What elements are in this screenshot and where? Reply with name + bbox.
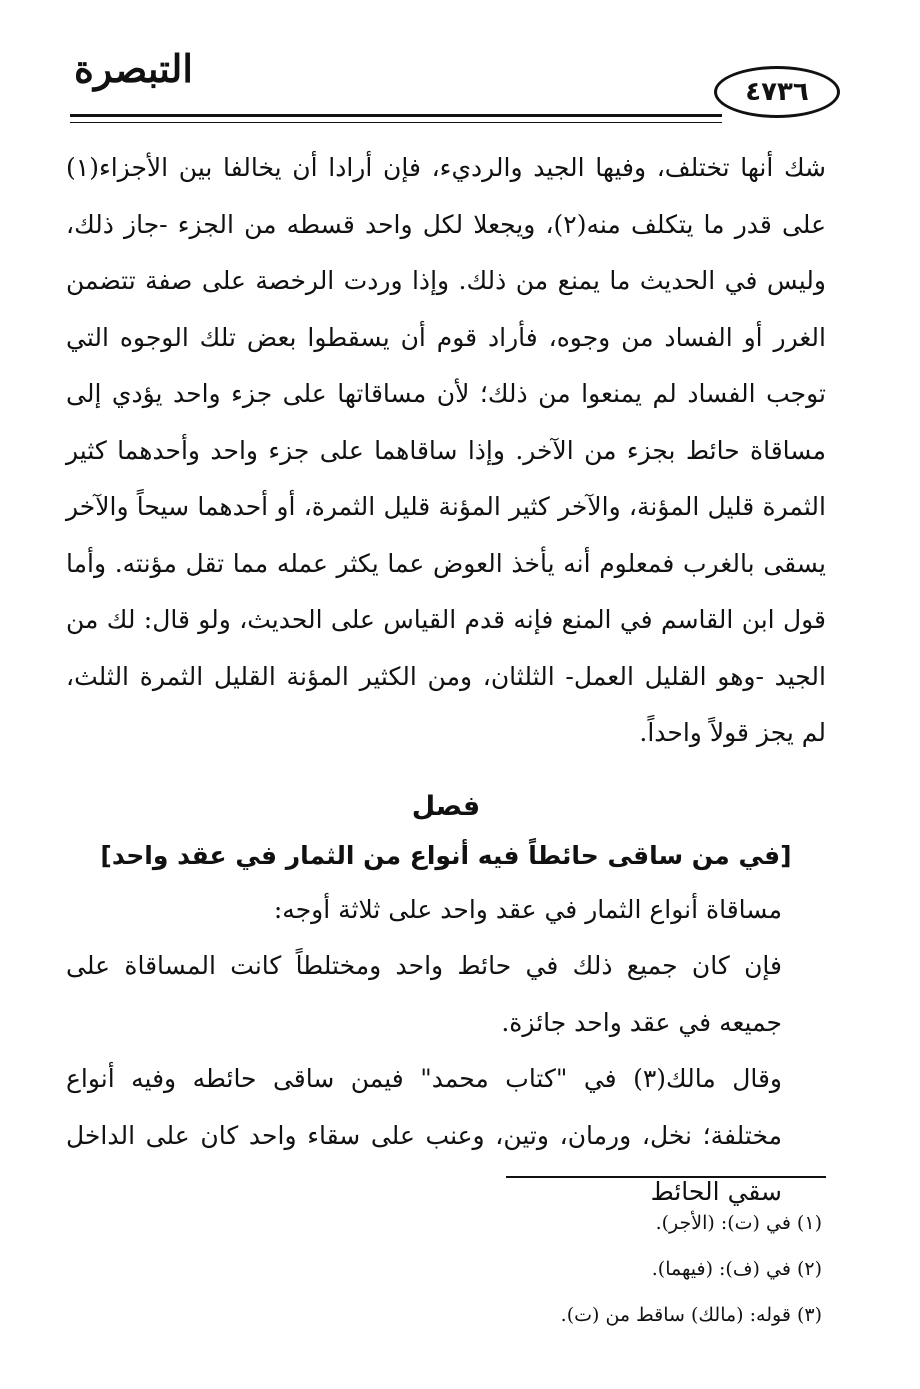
header-rule — [70, 114, 722, 117]
footnote-rule — [506, 1176, 826, 1178]
page-header — [70, 46, 840, 136]
footnote-1: (١) في (ت): (الأجر). — [655, 1212, 822, 1234]
paragraph-3: فإن كان جميع ذلك في حائط واحد ومختلطاً كانت المساقاة على جميعه في عقد واحد جائزة. — [66, 951, 782, 1037]
footnote-3: (٣) قوله: (مالك) ساقط من (ت). — [560, 1304, 822, 1326]
section-subtitle: [في من ساقى حائطاً فيه أنواع من الثمار في عقد واحد] — [100, 840, 792, 870]
footnotes — [66, 1200, 836, 1338]
footnote-2: (٢) في (ف): (فيهما). — [651, 1258, 822, 1280]
header-rule-thin — [70, 122, 722, 123]
paragraph-2: مساقاة أنواع الثمار في عقد واحد على ثلاثة أوجه: — [273, 894, 782, 924]
main-text — [66, 140, 826, 1221]
book-title: التبصرة — [74, 46, 193, 91]
paragraph-1: شك أنها تختلف، وفيها الجيد والرديء، فإن أرادا أن يخالفا بين الأجزاء(١) على قدر ما يتكلف منه(٢)، ويجعلا لكل واحد قسطه من الجزء -جاز ذلك، وليس في الحديث ما يمنع من ذلك. وإذا وردت الرخصة على صفة تتضمن الغرر أو الفساد من وجوه، فأراد قوم أن يسقطوا بعض تلك الوجوه التي توجب الفساد لم يمنعوا من ذلك؛ لأن مساقاتها على جزء واحد يؤدي إلى مساقاة حائط بجزء من الآخر. وإذا ساقاهما على جزء واحد وأحدهما كثير الثمرة قليل المؤنة، والآخر كثير المؤنة قليل الثمرة، أو أحدهما سيحاً والآخر يسقى بالغرب فمعلوم أنه يأخذ العوض عما يكثر عمله مما تقل مؤنته. وأما قول ابن القاسم في المنع فإنه قدم القياس على الحديث، ولو قال: لك من الجيد -وهو القليل العمل- الثلثان، ومن الكثير المؤنة القليل الثمرة الثلث، لم يجز قولاً واحداً. — [66, 153, 827, 747]
page-number: ٤٧٣٦ — [745, 77, 809, 107]
paragraph-4: وقال مالك(٣) في "كتاب محمد" فيمن ساقى حائطه وفيه أنواع مختلفة؛ نخل، ورمان، وتين، وعنب على سقاء واحد كان على الداخل سقي الحائط — [66, 1064, 782, 1206]
page-number-badge — [714, 66, 840, 118]
section-title: فصل — [411, 790, 481, 822]
